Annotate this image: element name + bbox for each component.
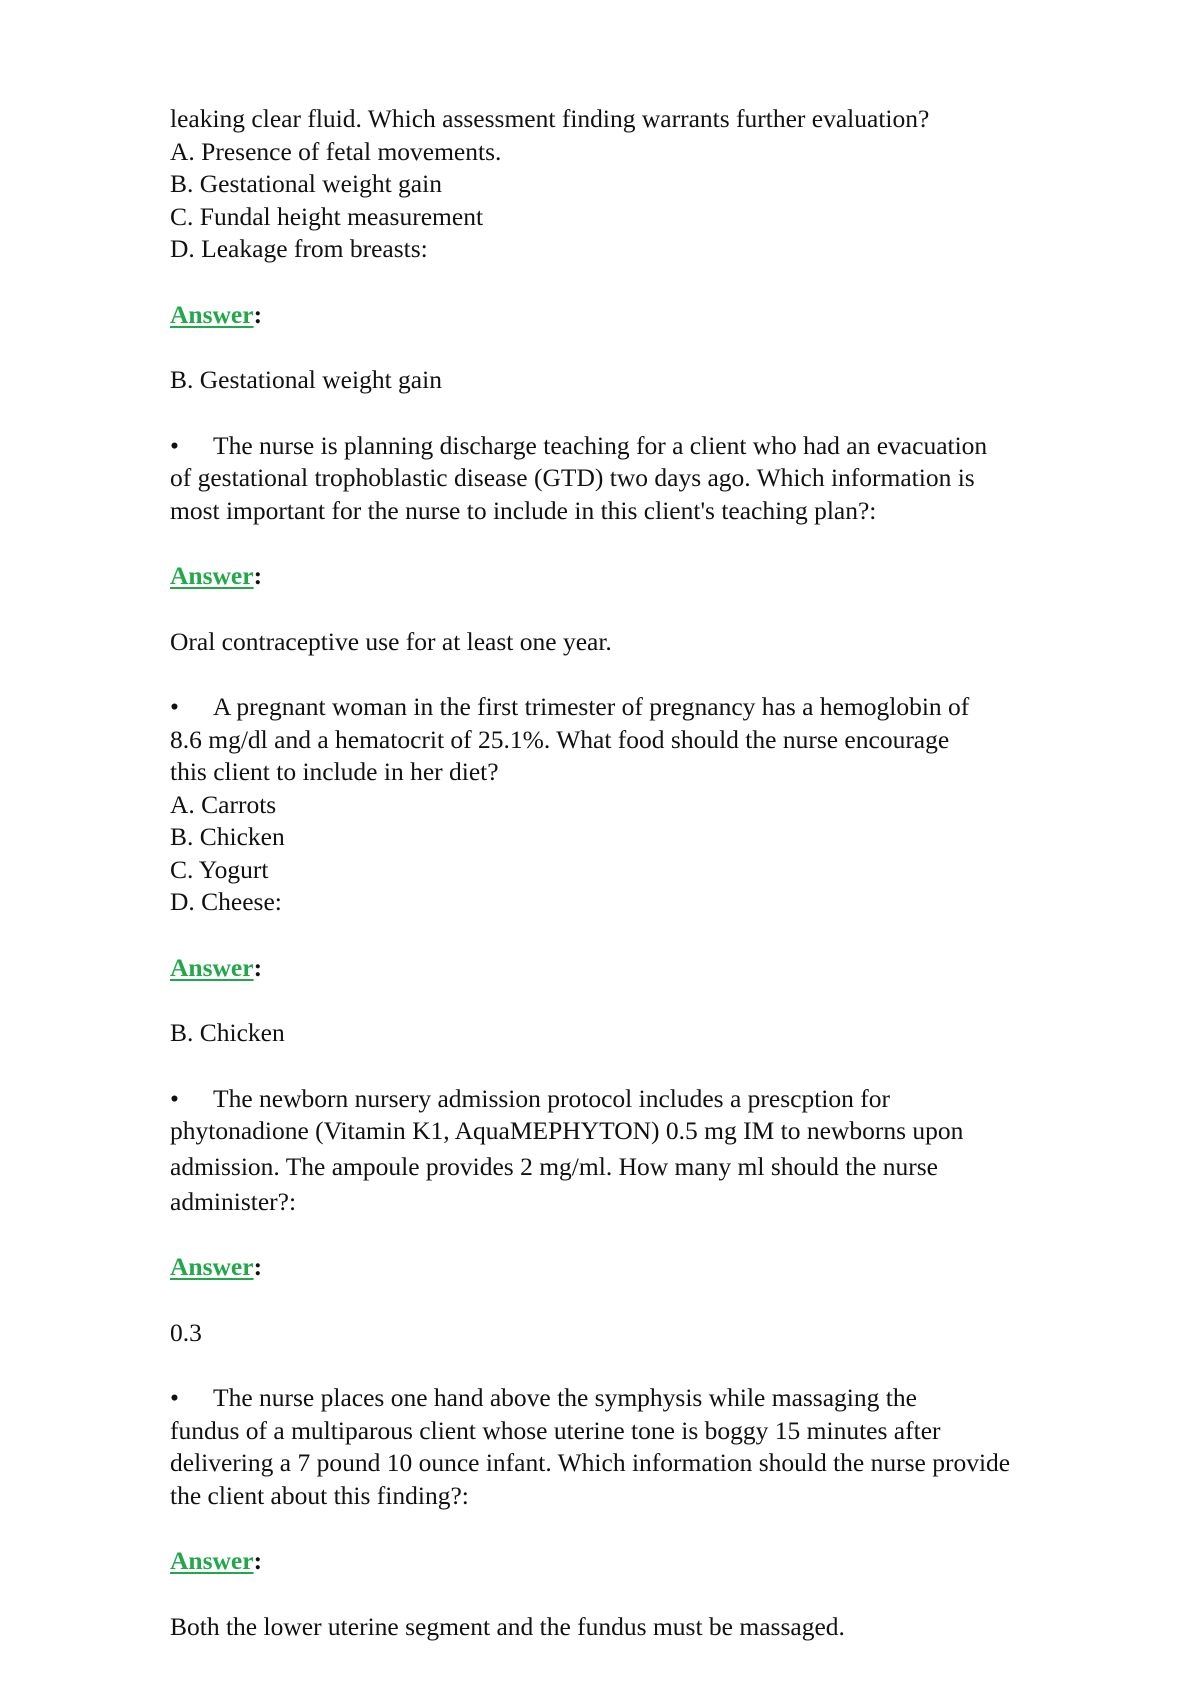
- option-c: C. Fundal height measurement: [170, 201, 484, 231]
- question-line: of gestational trophoblastic disease (GTD) two days ago. Which information is: [170, 463, 975, 492]
- answer-label: Answer: [170, 561, 254, 590]
- answer-colon: :: [253, 299, 263, 329]
- bullet-icon: •: [170, 1083, 179, 1113]
- answer-text: B. Gestational weight gain: [170, 365, 442, 394]
- answer-label: Answer: [170, 1546, 254, 1575]
- answer-text: B. Chicken: [170, 1018, 285, 1047]
- answer-label: Answer: [170, 1252, 254, 1281]
- option-a: A. Carrots: [170, 789, 277, 819]
- question-text: leaking clear fluid. Which assessment finding warrants further evaluation?: [170, 104, 930, 133]
- answer-heading: [170, 299, 1110, 332]
- answer-heading: [170, 1545, 1110, 1578]
- question-line: most important for the nurse to include in this client's teaching plan?:: [170, 495, 877, 525]
- document-content: [170, 103, 1110, 1643]
- answer-colon: :: [253, 952, 263, 982]
- question-block: [170, 430, 1110, 528]
- bullet-icon: •: [170, 430, 179, 460]
- answer-label: Answer: [170, 299, 254, 329]
- question-line: delivering a 7 pound 10 ounce infant. Which information should the nurse provide: [170, 1448, 1011, 1477]
- question-line: A pregnant woman in the first trimester of pregnancy has a hemoglobin of: [213, 692, 970, 721]
- option-d: D. Cheese:: [170, 887, 282, 916]
- question-line: phytonadione (Vitamin K1, AquaMEPHYTON) 0.5 mg IM to newborns upon: [170, 1116, 964, 1145]
- answer-heading: [170, 952, 1110, 985]
- answer-colon: :: [253, 1252, 263, 1281]
- option-c: C. Yogurt: [170, 854, 269, 884]
- question-line: The nurse is planning discharge teaching for a client who had an evacuation: [213, 430, 988, 460]
- answer-text: Oral contraceptive use for at least one year.: [170, 626, 612, 656]
- question-text: [170, 691, 1110, 724]
- answer-colon: :: [253, 1546, 263, 1575]
- question-line: fundus of a multiparous client whose uterine tone is boggy 15 minutes after: [170, 1415, 941, 1445]
- question-text: [170, 1382, 1110, 1415]
- question-block: [170, 691, 1110, 919]
- bullet-icon: •: [170, 1383, 179, 1412]
- option-b: B. Chicken: [170, 822, 285, 851]
- question-line: this client to include in her diet?: [170, 757, 499, 786]
- question-line: administer?:: [170, 1186, 297, 1216]
- question-line: 8.6 mg/dl and a hematocrit of 25.1%. What food should the nurse encourage: [170, 724, 950, 754]
- option-a: A. Presence of fetal movements.: [170, 136, 502, 166]
- answer-heading: [170, 560, 1110, 593]
- answer-text: 0.3: [170, 1317, 202, 1347]
- answer-colon: :: [253, 561, 263, 590]
- question-block: [170, 1083, 1110, 1219]
- option-b: B. Gestational weight gain: [170, 169, 442, 198]
- answer-label: Answer: [170, 952, 254, 982]
- option-d: D. Leakage from breasts:: [170, 234, 428, 263]
- answer-text: Both the lower uterine segment and the fundus must be massaged.: [170, 1611, 845, 1641]
- question-text: [170, 1083, 1110, 1116]
- answer-heading: [170, 1251, 1110, 1284]
- question-line: The nurse places one hand above the symphysis while massaging the: [213, 1383, 917, 1412]
- bullet-icon: •: [170, 692, 179, 721]
- question-block: [170, 103, 1110, 266]
- question-block: [170, 1382, 1110, 1512]
- question-line: admission. The ampoule provides 2 mg/ml. How many ml should the nurse: [170, 1151, 938, 1181]
- question-line: the client about this finding?:: [170, 1480, 469, 1510]
- question-text: [170, 430, 1110, 463]
- question-line: The newborn nursery admission protocol includes a prescption for: [213, 1083, 890, 1113]
